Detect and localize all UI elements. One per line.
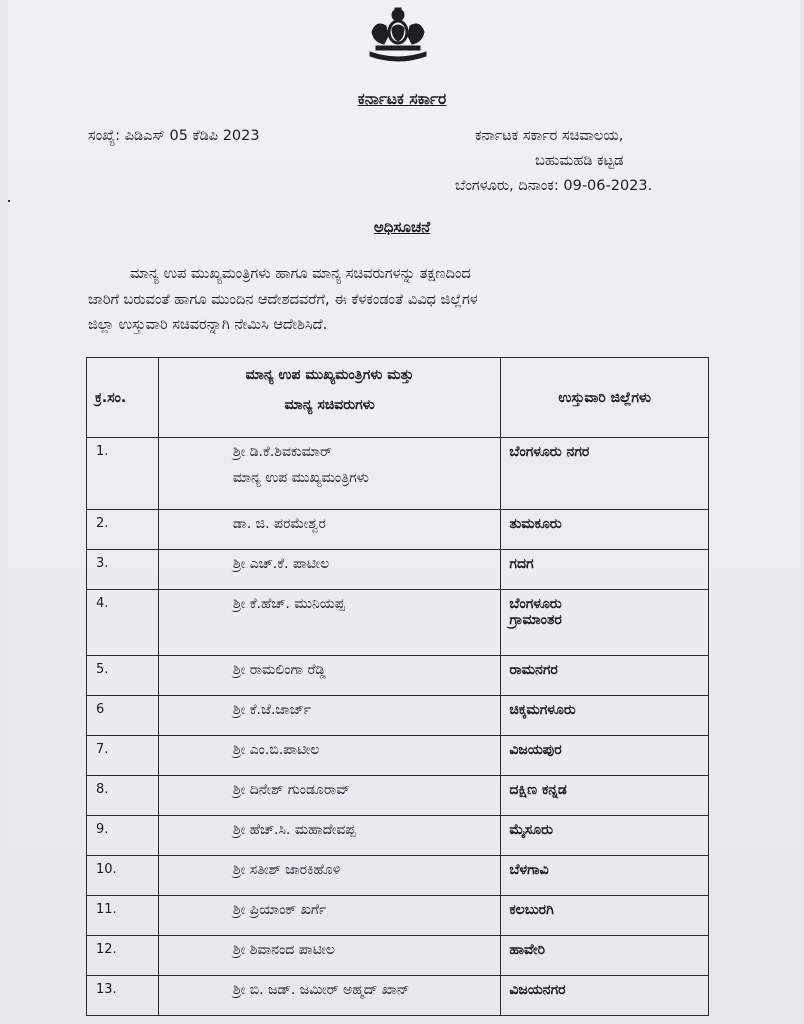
row-minister: ಶ್ರೀ ಸತೀಶ್ ಜಾರಕಿಹೊಳಿ	[158, 856, 500, 896]
paragraph-line-1: ಮಾನ್ಯ ಉಪ ಮುಖ್ಯಮಂತ್ರಿಗಳು ಹಾಗೂ ಮಾನ್ಯ ಸಚಿವರುಗಳನ್ನು ತಕ್ಷಣದಿಂದ	[130, 266, 471, 282]
district-line-2: ಗ್ರಾಮಾಂತರ	[509, 612, 562, 628]
row-district: ತುಮಕೂರು	[501, 510, 709, 550]
address-date-line: ಬೆಂಗಳೂರು, ದಿನಾಂಕ: 09-06-2023.	[455, 178, 653, 194]
table-row	[87, 590, 709, 656]
paper-speck	[8, 200, 10, 202]
minister-name: ಶ್ರೀ ಡಿ.ಕೆ.ಶಿವಕುಮಾರ್	[232, 444, 332, 460]
row-number: 11.	[87, 896, 159, 936]
table-row	[87, 856, 709, 896]
row-minister: ಶ್ರೀ ಎಂ.ಬಿ.ಪಾಟೀಲ	[158, 736, 500, 776]
row-district	[501, 590, 709, 656]
table-row	[87, 896, 709, 936]
ministers-districts-table	[86, 357, 709, 1016]
row-number: 2.	[87, 510, 159, 550]
row-district: ಕಲಬುರಗಿ	[501, 896, 709, 936]
header-serial: ಕ್ರ.ಸಂ.	[87, 358, 159, 438]
table-row	[87, 696, 709, 736]
row-number: 6	[87, 696, 159, 736]
row-number: 1.	[87, 438, 159, 510]
row-minister: ಶ್ರೀ ರಾಮಲಿಂಗಾ ರೆಡ್ಡಿ	[158, 656, 500, 696]
row-minister: ಶ್ರೀ ಹೆಚ್.ಸಿ. ಮಹಾದೇವಪ್ಪ	[158, 816, 500, 856]
reference-number: ಸಂಖ್ಯೆ: ಪಿಡಿಎಸ್ 05 ಕೆಡಿಪಿ 2023	[88, 128, 260, 144]
row-district: ಗದಗ	[501, 550, 709, 590]
table-header-row	[87, 358, 709, 438]
table-row	[87, 510, 709, 550]
row-number: 10.	[87, 856, 159, 896]
row-district: ಹಾವೇರಿ	[501, 936, 709, 976]
row-number: 7.	[87, 736, 159, 776]
document-title: ಕರ್ನಾಟಕ ಸರ್ಕಾರ	[357, 90, 447, 108]
district-line-1: ಬೆಂಗಳೂರು	[509, 596, 562, 612]
table-row	[87, 976, 709, 1016]
row-district: ಬೆಂಗಳೂರು ನಗರ	[501, 438, 709, 510]
row-district: ವಿಜಯನಗರ	[501, 976, 709, 1016]
row-number: 3.	[87, 550, 159, 590]
table-row	[87, 736, 709, 776]
karnataka-state-emblem-icon	[362, 6, 434, 64]
row-minister	[158, 438, 500, 510]
address-line-2: ಬಹುಮಹಡಿ ಕಟ್ಟಡ	[535, 153, 624, 169]
row-number: 9.	[87, 816, 159, 856]
row-number: 12.	[87, 936, 159, 976]
table-row	[87, 936, 709, 976]
row-minister: ಡಾ. ಜಿ. ಪರಮೇಶ್ವರ	[158, 510, 500, 550]
row-minister: ಶ್ರೀ ಬಿ. ಜಡ್. ಜಮೀರ್ ಅಹ್ಮದ್ ಖಾನ್	[158, 976, 500, 1016]
row-district: ಚಿಕ್ಕಮಗಳೂರು	[501, 696, 709, 736]
row-number: 8.	[87, 776, 159, 816]
row-district: ವಿಜಯಪುರ	[501, 736, 709, 776]
notification-heading: ಅಧಿಸೂಚನೆ	[373, 218, 431, 236]
row-district: ಬೆಳಗಾವಿ	[501, 856, 709, 896]
row-number: 13.	[87, 976, 159, 1016]
header-minister-line-2: ಮಾನ್ಯ ಸಚಿವರುಗಳು	[284, 397, 375, 413]
row-minister: ಶ್ರೀ ಕೆ.ಜೆ.ಜಾರ್ಜ್	[158, 696, 500, 736]
row-minister: ಶ್ರೀ ಪ್ರಿಯಾಂಕ್ ಖರ್ಗೆ	[158, 896, 500, 936]
row-minister: ಶ್ರೀ ಕೆ.ಹೆಚ್. ಮುನಿಯಪ್ಪ	[158, 590, 500, 656]
table-row	[87, 438, 709, 510]
row-minister: ಶ್ರೀ ಎಚ್.ಕೆ. ಪಾಟೀಲ	[158, 550, 500, 590]
row-number: 5.	[87, 656, 159, 696]
row-minister: ಶ್ರೀ ಶಿವಾನಂದ ಪಾಟೀಲ	[158, 936, 500, 976]
table-row	[87, 656, 709, 696]
table-row	[87, 550, 709, 590]
address-line-1: ಕರ್ನಾಟಕ ಸರ್ಕಾರ ಸಚಿವಾಲಯ,	[475, 128, 624, 144]
row-district: ಮೈಸೂರು	[501, 816, 709, 856]
row-number: 4.	[87, 590, 159, 656]
header-district: ಉಸ್ತುವಾರಿ ಜಿಲ್ಲೆಗಳು	[501, 358, 709, 438]
paragraph-line-3: ಜಿಲ್ಲಾ ಉಸ್ತುವಾರಿ ಸಚಿವರನ್ನಾಗಿ ನೇಮಿಸಿ ಆದೇಶಿಸಿದೆ.	[88, 317, 328, 333]
table-row	[87, 816, 709, 856]
header-minister	[158, 358, 500, 438]
paragraph-line-2: ಜಾರಿಗೆ ಬರುವಂತೆ ಹಾಗೂ ಮುಂದಿನ ಆದೇಶದವರೆಗೆ, ಈ ಕೆಳಕಂಡಂತೆ ವಿವಿಧ ಜಿಲ್ಲೆಗಳ	[88, 291, 478, 308]
row-district: ದಕ್ಷಿಣ ಕನ್ನಡ	[501, 776, 709, 816]
table-row	[87, 776, 709, 816]
minister-designation: ಮಾನ್ಯ ಉಪ ಮುಖ್ಯಮಂತ್ರಿಗಳು	[232, 470, 369, 486]
row-minister: ಶ್ರೀ ದಿನೇಶ್ ಗುಂಡೂರಾವ್	[158, 776, 500, 816]
row-district: ರಾಮನಗರ	[501, 656, 709, 696]
notification-paragraph	[88, 262, 710, 339]
header-minister-line-1: ಮಾನ್ಯ ಉಪ ಮುಖ್ಯಮಂತ್ರಿಗಳು ಮತ್ತು	[245, 367, 414, 383]
